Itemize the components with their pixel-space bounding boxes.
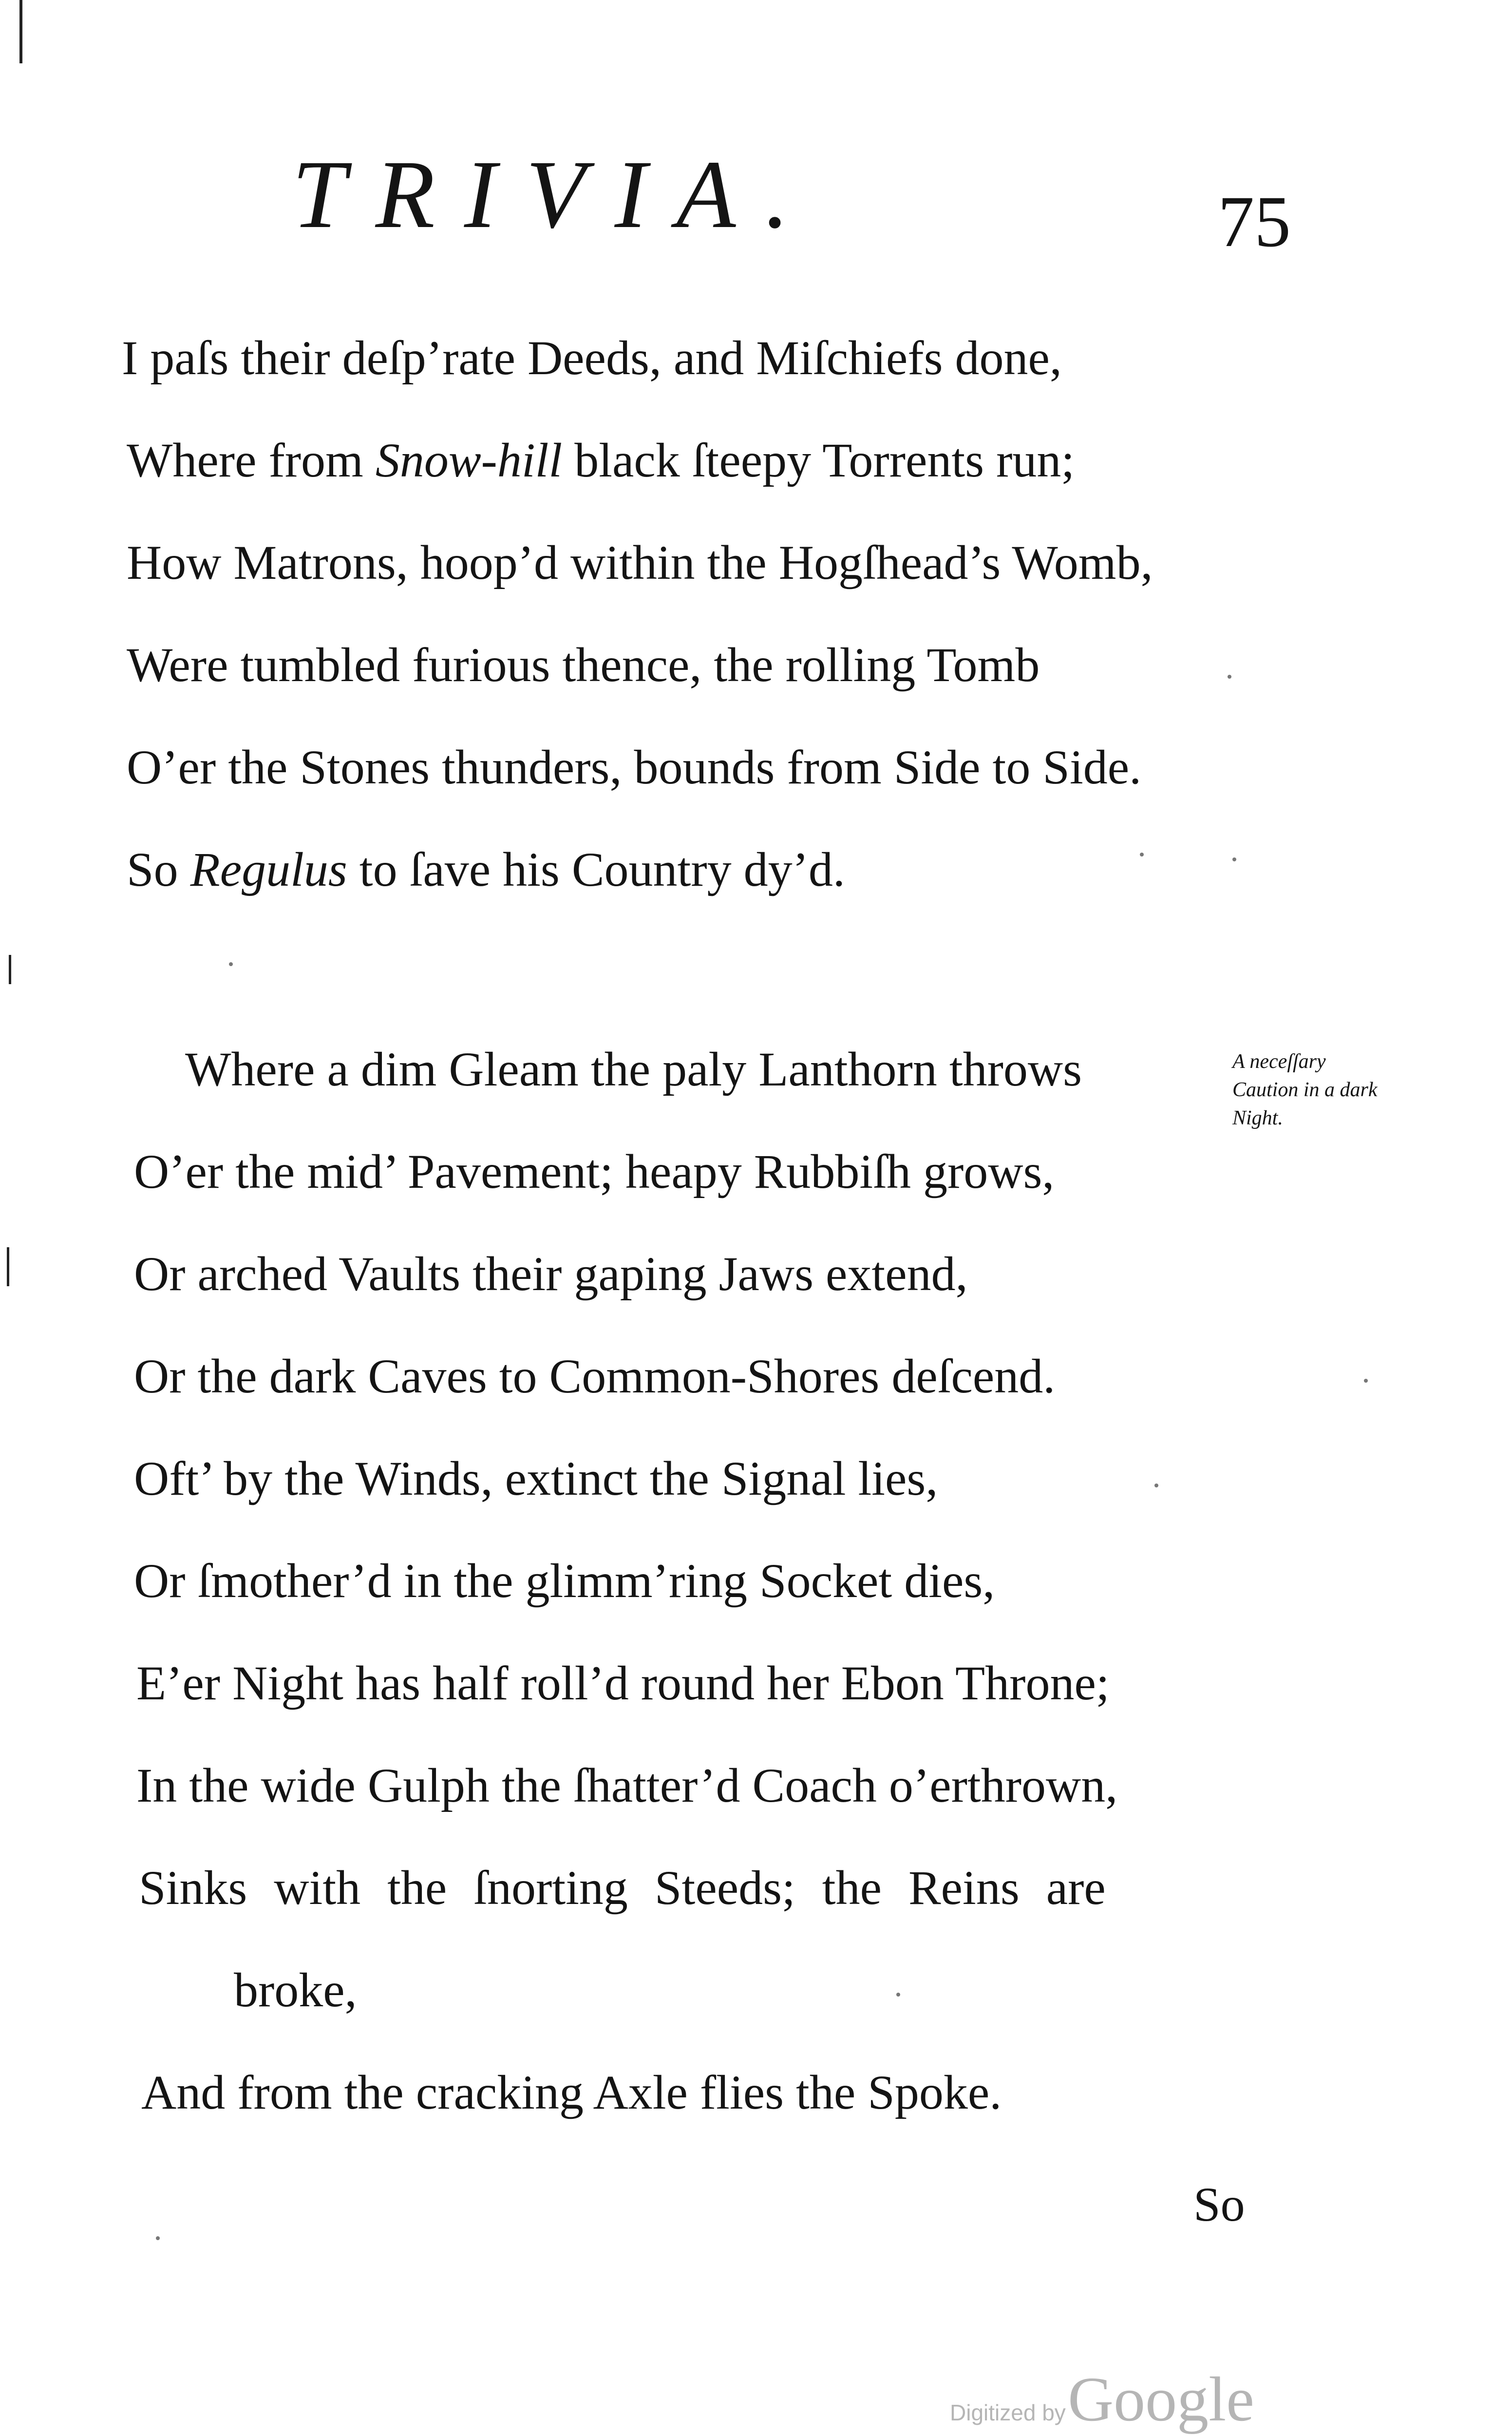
- scan-speck: [229, 962, 233, 966]
- verse-line: I paſs their deſp’rate Deeds, and Miſchiefs done,: [122, 331, 1062, 385]
- verse-line: Where a dim Gleam the paly Lanthorn throws: [185, 1042, 1082, 1096]
- verse-line: And from the cracking Axle flies the Spoke.: [141, 2065, 1002, 2119]
- verse-line: Or ſmother’d in the glimm’ring Socket dies,: [134, 1554, 995, 1608]
- verse-line: E’er Night has half roll’d round her Ebon Throne;: [136, 1656, 1110, 1710]
- marginal-note: A neceſſary Caution in a dark Night.: [1232, 1050, 1378, 1129]
- verse-line: Or arched Vaults their gaping Jaws extend,: [134, 1247, 968, 1301]
- scan-edge-mark: [7, 1247, 9, 1286]
- verse-line: How Matrons, hoop’d within the Hogſhead’s Womb,: [127, 535, 1153, 590]
- scan-edge-mark: [19, 0, 22, 63]
- verse-line: O’er the Stones thunders, bounds from Side to Side.: [127, 740, 1142, 794]
- scan-speck: [1140, 853, 1144, 856]
- verse-text: So: [127, 842, 190, 896]
- google-logo: Google: [1068, 2364, 1254, 2435]
- page-number: 75: [1218, 181, 1291, 262]
- verse-line: O’er the mid’ Pavement; heapy Rubbiſh grows,: [134, 1144, 1055, 1199]
- verse-line: Oft’ by the Winds, extinct the Signal lies,: [134, 1451, 938, 1505]
- scan-speck: [1228, 675, 1231, 679]
- verse-text: to ſave his Country dy’d.: [347, 842, 845, 896]
- catchword: So: [1193, 2177, 1245, 2231]
- scan-speck: [1364, 1379, 1368, 1383]
- watermark-prefix: Digitized by: [950, 2400, 1066, 2425]
- scan-edge-mark: [9, 955, 11, 984]
- verse-line: In the wide Gulph the ſhatter’d Coach o’erthrown,: [136, 1758, 1118, 1812]
- scan-speck: [896, 1993, 900, 1997]
- verse-line: [127, 433, 1075, 487]
- scan-speck: [1232, 857, 1236, 861]
- verse-line: [127, 842, 845, 896]
- scan-speck: [1154, 1484, 1158, 1487]
- person-name-italic: Regulus: [190, 842, 347, 896]
- scan-speck: [156, 2236, 160, 2240]
- verse-text: Where from: [127, 433, 376, 487]
- place-name-italic: Snow-hill: [375, 433, 563, 487]
- verse-line: Were tumbled furious thence, the rolling Tomb: [127, 638, 1040, 692]
- digitized-watermark: [950, 2363, 1254, 2436]
- verse-line: Or the dark Caves to Common-Shores deſcend.: [134, 1349, 1056, 1403]
- verse-text: black ſteepy Torrents run;: [562, 433, 1075, 487]
- verse-line: Sinks with the ſnorting Steeds; the Reins are: [139, 1861, 1106, 1915]
- running-title: TRIVIA.: [292, 141, 819, 248]
- verse-line-continuation: broke,: [234, 1963, 357, 2017]
